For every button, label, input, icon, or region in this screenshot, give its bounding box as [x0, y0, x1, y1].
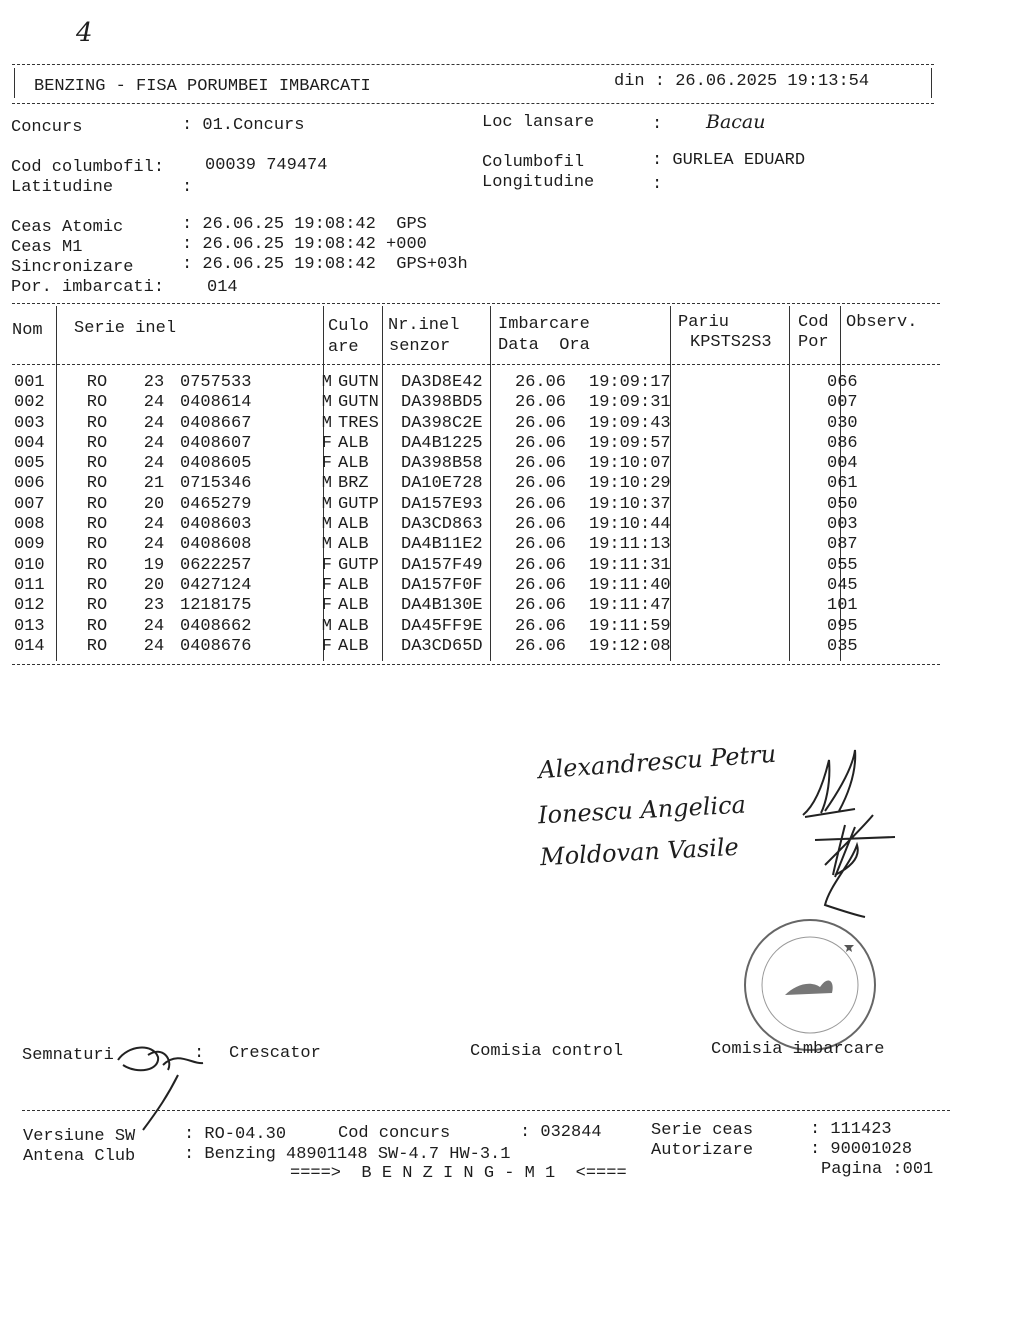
ceas-m1-label: Ceas M1 — [11, 238, 83, 257]
cell-cod: 050 — [827, 494, 858, 514]
cell-sensor: DA398BD5 — [401, 393, 483, 413]
cell-sex: F — [321, 596, 332, 616]
semnaturi-label: Semnaturi — [22, 1046, 114, 1065]
cell-color: GUTP — [338, 555, 379, 575]
comisia-imbarcare-label: Comisia imbarcare — [711, 1040, 885, 1059]
cell-time: 19:09:43 — [589, 413, 671, 433]
cell-time: 19:09:57 — [589, 433, 671, 453]
cell-sensor: DA3CD65D — [401, 636, 483, 656]
cell-time: 19:11:47 — [589, 596, 671, 616]
cell-ro: RO — [86, 474, 108, 494]
cell-sensor: DA398B58 — [401, 454, 483, 474]
cell-time: 19:10:29 — [589, 474, 671, 494]
cell-sensor: DA398C2E — [401, 413, 483, 433]
cell-pariu — [697, 576, 817, 596]
th-imbarcare: Imbarcare — [498, 315, 590, 334]
longitudine-value: : — [652, 175, 673, 194]
header-left-border — [14, 68, 15, 98]
cell-year: 24 — [143, 616, 165, 636]
cell-sensor: DA3CD863 — [401, 515, 483, 535]
table-row — [10, 495, 879, 515]
cell-year: 24 — [143, 636, 165, 656]
cell-nom: 004 — [14, 433, 45, 453]
cell-year: 23 — [143, 373, 165, 392]
cell-time: 19:11:13 — [589, 535, 671, 555]
cell-time: 19:11:31 — [589, 555, 671, 575]
cod-concurs-label: Cod concurs — [338, 1124, 451, 1143]
serie-ceas-value: : 111423 — [810, 1120, 892, 1139]
antena-label: Antena Club — [23, 1147, 136, 1166]
cell-color: ALB — [338, 575, 369, 595]
document-title: BENZING - FISA PORUMBEI IMBARCATI — [34, 77, 371, 96]
comisia-control-label: Comisia control — [470, 1042, 624, 1061]
header-right-border — [931, 68, 932, 98]
cell-time: 19:11:40 — [589, 575, 671, 595]
cell-pariu — [697, 414, 817, 434]
cell-ring: 0715346 — [180, 474, 252, 494]
cell-ro: RO — [86, 616, 108, 636]
concurs-label: Concurs — [11, 118, 83, 137]
cell-ring: 0622257 — [180, 555, 252, 575]
table-row — [10, 393, 879, 413]
cell-ring: 0408667 — [180, 413, 252, 433]
autorizare-label: Autorizare — [651, 1141, 754, 1160]
loc-lansare-value: Bacau — [706, 111, 766, 133]
th-pariu: Pariu — [678, 313, 730, 332]
cell-nom: 009 — [14, 535, 45, 555]
th-nr-inel: Nr.inel — [388, 316, 460, 335]
header-bottom-rule — [12, 103, 934, 104]
cell-date: 26.06 — [515, 596, 567, 616]
cell-pariu — [697, 535, 817, 555]
cell-ro: RO — [86, 636, 108, 656]
cell-year: 20 — [143, 494, 165, 514]
cell-cod: 007 — [827, 393, 858, 413]
pagina-value: 001 — [902, 1160, 934, 1179]
cod-concurs-value: : 032844 — [520, 1123, 602, 1142]
cell-date: 26.06 — [515, 575, 567, 595]
cell-pariu — [697, 373, 817, 393]
cell-pariu — [697, 515, 817, 535]
table-row — [10, 617, 879, 637]
cell-date: 26.06 — [515, 535, 567, 555]
cell-color: BRZ — [338, 474, 369, 494]
cell-color: ALB — [338, 596, 369, 616]
ceas-atomic-value: : 26.06.25 19:08:42 GPS — [182, 215, 427, 234]
sincronizare-label: Sincronizare — [11, 258, 134, 277]
footer-rule — [22, 1110, 950, 1111]
cell-year: 24 — [143, 454, 165, 474]
cell-sex: M — [321, 393, 332, 413]
cell-sensor: DA10E728 — [401, 474, 483, 494]
table-header-rule — [12, 364, 940, 365]
cell-color: GUTN — [338, 373, 379, 392]
handwritten-name-3: Moldovan Vasile — [539, 832, 740, 872]
cell-year: 24 — [143, 393, 165, 413]
cell-cod: 035 — [827, 636, 858, 656]
semnaturi-colon: : — [194, 1044, 205, 1063]
cell-time: 19:09:31 — [589, 393, 671, 413]
latitudine-label: Latitudine — [11, 178, 114, 197]
cell-ring: 0408662 — [180, 616, 252, 636]
cell-color: GUTP — [338, 494, 379, 514]
cell-sensor: DA157F0F — [401, 575, 483, 595]
pigeon-table — [10, 373, 879, 657]
th-serie-inel: Serie inel — [74, 319, 177, 338]
cod-columbofil-value: 00039 749474 — [205, 156, 328, 175]
crescator-label: Crescator — [229, 1044, 321, 1063]
cell-ro: RO — [86, 575, 108, 595]
cell-nom: 001 — [14, 373, 45, 392]
cod-columbofil-label: Cod columbofil: — [11, 158, 165, 177]
cell-sensor: DA157F49 — [401, 555, 483, 575]
cell-ring: 0757533 — [180, 373, 252, 392]
cell-pariu — [697, 556, 817, 576]
antena-value: : Benzing 48901148 SW-4.7 HW-3.1 — [184, 1145, 511, 1164]
cell-date: 26.06 — [515, 515, 567, 535]
table-row — [10, 576, 879, 596]
cell-date: 26.06 — [515, 474, 567, 494]
table-row — [10, 556, 879, 576]
cell-ro: RO — [86, 535, 108, 555]
cell-sex: F — [321, 575, 332, 595]
cell-color: ALB — [338, 515, 369, 535]
cell-date: 26.06 — [515, 555, 567, 575]
cell-cod: 055 — [827, 555, 858, 575]
table-row — [10, 414, 879, 434]
concurs-value: : 01.Concurs — [182, 116, 305, 135]
cell-date: 26.06 — [515, 393, 567, 413]
loc-lansare-colon: : — [652, 115, 663, 134]
cell-pariu — [697, 596, 817, 616]
cell-color: ALB — [338, 454, 369, 474]
cell-cod: 101 — [827, 596, 858, 616]
header-date-value: 26.06.2025 19:13:54 — [675, 72, 870, 91]
cell-cod: 003 — [827, 515, 858, 535]
cell-nom: 003 — [14, 413, 45, 433]
cell-cod: 004 — [827, 454, 858, 474]
latitudine-value: : — [182, 178, 203, 197]
cell-sensor: DA4B11E2 — [401, 535, 483, 555]
cell-ring: 0408676 — [180, 636, 252, 656]
cell-date: 26.06 — [515, 616, 567, 636]
handwritten-name-1: Alexandrescu Petru — [537, 739, 777, 785]
cell-time: 19:11:59 — [589, 616, 671, 636]
cell-year: 24 — [143, 535, 165, 555]
cell-time: 19:10:37 — [589, 494, 671, 514]
cell-cod: 066 — [827, 373, 858, 392]
cell-nom: 002 — [14, 393, 45, 413]
table-row — [10, 373, 879, 393]
cell-ro: RO — [86, 494, 108, 514]
cell-sex: M — [321, 474, 332, 494]
ceas-m1-value: : 26.06.25 19:08:42 +000 — [182, 235, 427, 254]
serie-ceas-label: Serie ceas — [651, 1121, 754, 1140]
table-row — [10, 596, 879, 616]
corner-page-mark: 4 — [76, 18, 93, 48]
ceas-atomic-label: Ceas Atomic — [11, 218, 124, 237]
cell-nom: 006 — [14, 474, 45, 494]
versiune-label: Versiune SW — [23, 1127, 136, 1146]
autorizare-value: : 90001028 — [810, 1140, 913, 1159]
cell-color: ALB — [338, 535, 369, 555]
cell-pariu — [697, 495, 817, 515]
cell-sensor: DA3D8E42 — [401, 373, 483, 392]
cell-ro: RO — [86, 454, 108, 474]
table-row — [10, 637, 879, 657]
cell-nom: 005 — [14, 454, 45, 474]
cell-sex: F — [321, 636, 332, 656]
por-imbarcati-value: 014 — [207, 278, 238, 297]
cell-ring: 0408608 — [180, 535, 252, 555]
th-observ: Observ. — [846, 313, 918, 332]
cell-ro: RO — [86, 555, 108, 575]
th-senzor: senzor — [389, 337, 451, 356]
cell-sensor: DA157E93 — [401, 494, 483, 514]
cell-pariu — [697, 393, 817, 413]
cell-ro: RO — [86, 596, 108, 616]
table-row — [10, 434, 879, 454]
cell-ring: 0465279 — [180, 494, 252, 514]
cell-date: 26.06 — [515, 413, 567, 433]
cell-sex: F — [321, 555, 332, 575]
table-row — [10, 535, 879, 555]
th-are: are — [328, 338, 359, 357]
table-row — [10, 454, 879, 474]
cell-color: TRES — [338, 413, 379, 433]
cell-sensor: DA4B1225 — [401, 433, 483, 453]
cell-color: ALB — [338, 616, 369, 636]
cell-ring: 0408614 — [180, 393, 252, 413]
cell-ro: RO — [86, 515, 108, 535]
table-row — [10, 515, 879, 535]
cell-sex: M — [321, 535, 332, 555]
table-row — [10, 474, 879, 494]
cell-ring: 0427124 — [180, 575, 252, 595]
cell-cod: 045 — [827, 575, 858, 595]
cell-time: 19:10:44 — [589, 515, 671, 535]
th-nom: Nom — [12, 321, 43, 340]
cell-sex: M — [321, 515, 332, 535]
versiune-value: : RO-04.30 — [184, 1125, 287, 1144]
cell-cod: 095 — [827, 616, 858, 636]
cell-pariu — [697, 637, 817, 657]
th-data-ora: Data Ora — [498, 336, 590, 355]
table-top-rule — [12, 303, 940, 304]
sincronizare-value: : 26.06.25 19:08:42 GPS+03h — [182, 255, 468, 274]
cell-sensor: DA4B130E — [401, 596, 483, 616]
cell-date: 26.06 — [515, 636, 567, 656]
columbofil-value: : GURLEA EDUARD — [652, 151, 806, 170]
cell-year: 21 — [143, 474, 165, 494]
cell-color: ALB — [338, 636, 369, 656]
cell-pariu — [697, 474, 817, 494]
cell-cod: 086 — [827, 433, 858, 453]
handwritten-name-2: Ionescu Angelica — [537, 790, 747, 830]
cell-ring: 0408603 — [180, 515, 252, 535]
cell-ring: 0408607 — [180, 433, 252, 453]
cell-sex: F — [321, 433, 332, 453]
cell-time: 19:12:08 — [589, 636, 671, 656]
cell-ring: 1218175 — [180, 596, 252, 616]
table-bottom-rule — [12, 664, 940, 665]
cell-pariu — [697, 617, 817, 637]
th-culo: Culo — [328, 317, 369, 336]
cell-date: 26.06 — [515, 373, 567, 392]
cell-time: 19:09:17 — [589, 373, 671, 392]
cell-year: 24 — [143, 433, 165, 453]
benzing-banner: ====> B E N Z I N G - M 1 <==== — [290, 1164, 627, 1183]
cell-year: 24 — [143, 413, 165, 433]
columbofil-label: Columbofil — [482, 153, 585, 172]
cell-sex: M — [321, 616, 332, 636]
cell-year: 20 — [143, 575, 165, 595]
cell-sex: M — [321, 373, 332, 392]
cell-color: ALB — [338, 433, 369, 453]
cell-ro: RO — [86, 393, 108, 413]
cell-cod: 030 — [827, 413, 858, 433]
cell-date: 26.06 — [515, 433, 567, 453]
cell-sex: F — [321, 454, 332, 474]
cell-sensor: DA45FF9E — [401, 616, 483, 636]
cell-nom: 014 — [14, 636, 45, 656]
th-cod: Cod — [798, 313, 829, 332]
cell-nom: 012 — [14, 596, 45, 616]
por-imbarcati-label: Por. imbarcati: — [11, 278, 165, 297]
cell-nom: 013 — [14, 616, 45, 636]
cell-date: 26.06 — [515, 454, 567, 474]
cell-nom: 010 — [14, 555, 45, 575]
cell-year: 19 — [143, 555, 165, 575]
cell-year: 24 — [143, 515, 165, 535]
header-top-rule — [12, 64, 934, 65]
header-date-label: din : 26.06.2025 19:13:54 — [614, 72, 870, 91]
th-por: Por — [798, 333, 829, 352]
cell-sex: M — [321, 494, 332, 514]
cell-ro: RO — [86, 413, 108, 433]
cell-cod: 061 — [827, 474, 858, 494]
cell-time: 19:10:07 — [589, 454, 671, 474]
cell-nom: 008 — [14, 515, 45, 535]
cell-year: 23 — [143, 596, 165, 616]
cell-color: GUTN — [338, 393, 379, 413]
cell-nom: 011 — [14, 575, 45, 595]
cell-pariu — [697, 454, 817, 474]
cell-date: 26.06 — [515, 494, 567, 514]
th-kpsts: KPSTS2S3 — [690, 333, 772, 352]
longitudine-label: Longitudine — [482, 173, 595, 192]
cell-nom: 007 — [14, 494, 45, 514]
pagina-label: Pagina :001 — [821, 1160, 934, 1179]
cell-ring: 0408605 — [180, 454, 252, 474]
cell-ro: RO — [86, 433, 108, 453]
cell-pariu — [697, 434, 817, 454]
loc-lansare-label: Loc lansare — [482, 113, 595, 132]
cell-ro: RO — [86, 373, 108, 392]
cell-sex: M — [321, 413, 332, 433]
cell-cod: 087 — [827, 535, 858, 555]
